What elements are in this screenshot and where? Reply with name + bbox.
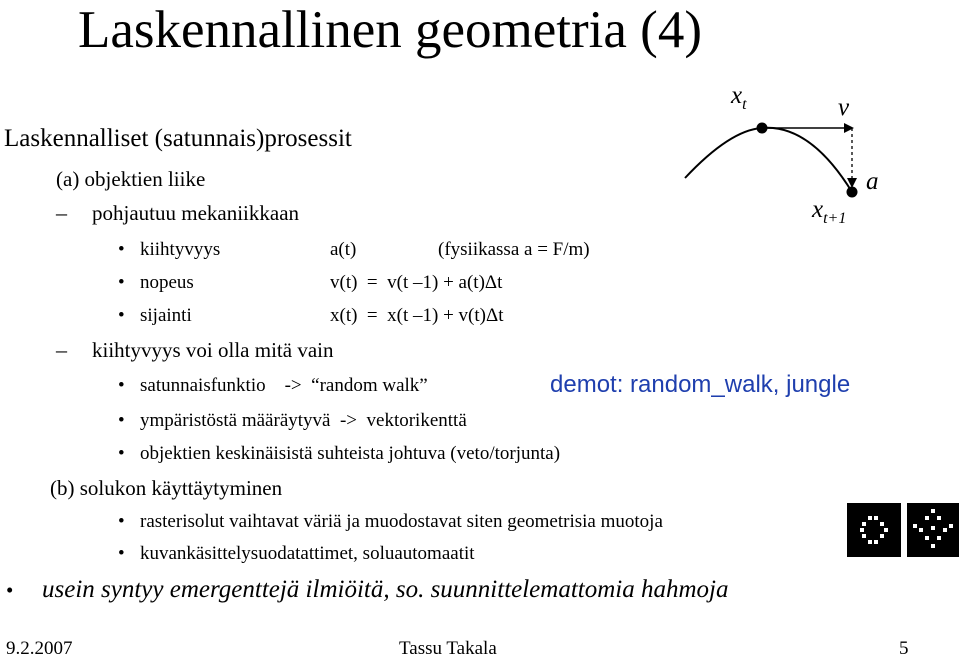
bullet-marker: •: [118, 305, 125, 326]
bullet-marker: •: [118, 410, 125, 431]
bullet-marker: •: [118, 272, 125, 293]
cellular-pattern-diamond: [907, 503, 959, 557]
bullet-vector-field: ympäristöstä määräytyvä -> vektorikenttä: [140, 410, 467, 431]
bullet-marker: •: [6, 578, 14, 602]
row-name: nopeus: [140, 272, 194, 293]
trajectory-curve: [685, 128, 852, 192]
label-xt: $x_t$: [731, 82, 747, 113]
dash-item-acceleration: kiihtyvyys voi olla mitä vain: [92, 338, 334, 362]
bullet-marker: •: [118, 443, 125, 464]
dash-item-mechanics: pohjautuu mekaniikkaan: [92, 201, 300, 225]
row-formula: a(t): [330, 239, 357, 260]
row-formula: x(t) = x(t –1) + v(t)Δt: [330, 305, 504, 326]
bullet-marker: •: [118, 511, 125, 532]
row-name: kiihtyvyys: [140, 239, 221, 260]
section-a-label: (a) objektien liike: [56, 167, 206, 191]
section-b-label: (b) solukon käyttäytyminen: [50, 476, 283, 500]
footer-page-number: 5: [899, 638, 909, 659]
row-note: (fysiikassa a = F/m): [438, 239, 590, 260]
row-name: sijainti: [140, 305, 192, 326]
bullet-marker: •: [118, 239, 125, 260]
conclusion-text: usein syntyy emergenttejä ilmiöitä, so. suunnittelemattomia hahmoja: [42, 576, 729, 603]
demo-links: demot: random_walk, jungle: [550, 371, 851, 398]
bullet-marker: •: [118, 375, 125, 396]
section-heading: Laskennalliset (satunnais)prosessit: [4, 125, 352, 152]
bullet-interaction: objektien keskinäisistä suhteista johtuva (veto/torjunta): [140, 443, 561, 464]
dash-marker: –: [56, 200, 67, 225]
bullet-filters: kuvankäsittelysuodatattimet, soluautomaatit: [140, 543, 475, 564]
cellular-pattern-ring: [847, 503, 901, 557]
footer-author: Tassu Takala: [399, 638, 497, 659]
label-xt1: $x_{t+1}$: [812, 196, 847, 227]
point-xt: [757, 123, 768, 134]
bullet-random-walk: satunnaisfunktio -> “random walk”: [140, 375, 428, 396]
bullet-marker: •: [118, 543, 125, 564]
slide-title: Laskennallinen geometria (4): [78, 1, 702, 59]
bullet-raster: rasterisolut vaihtavat väriä ja muodostavat siten geometrisia muotoja: [140, 511, 663, 532]
row-formula: v(t) = v(t –1) + a(t)Δt: [330, 272, 503, 293]
footer-date: 9.2.2007: [6, 638, 73, 659]
dash-marker: –: [56, 337, 67, 362]
label-a: a: [866, 168, 879, 195]
point-xt1: [847, 187, 858, 198]
label-v: v: [838, 94, 850, 121]
